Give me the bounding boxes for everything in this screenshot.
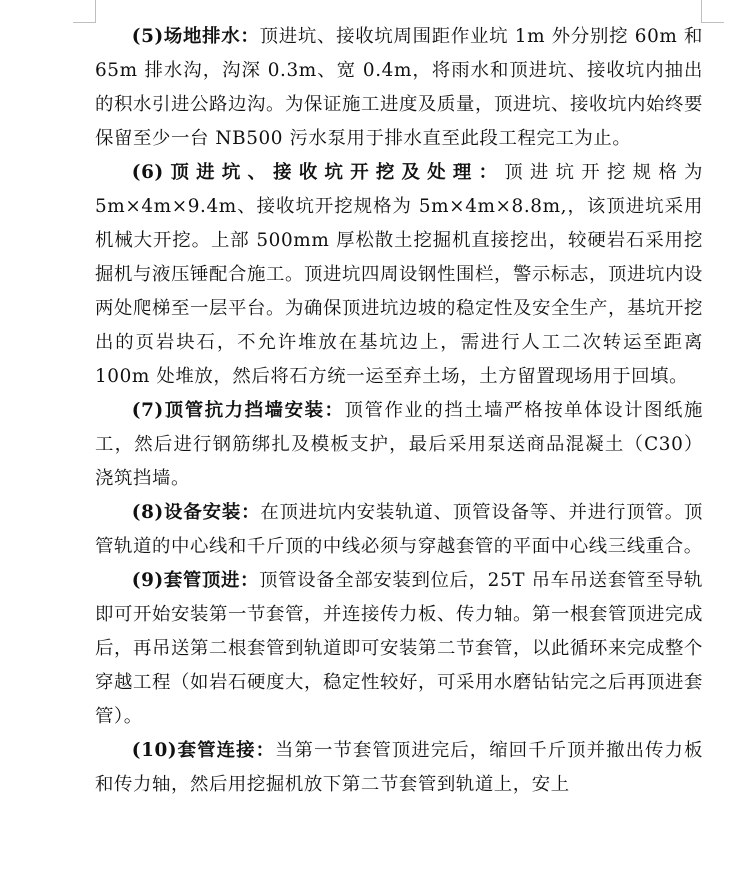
section-heading: (9)套管顶进： (131, 570, 260, 591)
section-body: 顶进坑、接收坑周围距作业坑 1m 外分别挖 60m 和 65m 排水沟，沟深 0.3m、宽 0.4m，将雨水和顶进坑、接收坑内抽出的积水引进公路边沟。为保证施工进度及质量，顶进坑、接收坑内始终要保留至少一台 NB500 污水泵用于排水直至此段工程完工为止。 (95, 26, 703, 149)
section-6 (95, 156, 703, 394)
section-heading: (10)套管连接： (131, 740, 276, 761)
section-heading: (7)顶管抗力挡墙安装： (131, 400, 345, 421)
section-heading: (5)场地排水： (131, 26, 260, 47)
section-8 (95, 496, 703, 564)
section-body: 当第一节套管顶进完后，缩回千斤顶并撤出传力板和传力轴，然后用挖掘机放下第二节套管到轨道上，安上 (95, 740, 703, 795)
section-10 (95, 734, 703, 802)
section-7 (95, 394, 703, 496)
section-body: 在顶进坑内安装轨道、顶管设备等、并进行顶管。顶管轨道的中心线和千斤顶的中线必须与穿越套管的平面中心线三线重合。 (95, 502, 704, 557)
section-body: 顶进坑开挖规格为 5m×4m×9.4m、接收坑开挖规格为 5m×4m×8.8m,，该顶进坑采用机械大开挖。上部 500mm 厚松散土挖掘机直接挖出，较硬岩石采用挖掘机与液压锤配合施工。顶进坑四周设钢性围栏，警示标志，顶进坑内设两处爬梯至一层平台。为确保顶进坑边坡的稳定性及安全生产，基坑开挖出的页岩块石，不允许堆放在基坑边上，需进行人工二次转运至距离 100m 处堆放，然后将石方统一运至弃土场，土方留置现场用于回填。 (95, 162, 703, 387)
section-body: 顶管作业的挡土墙严格按单体设计图纸施工，然后进行钢筋绑扎及模板支护，最后采用泵送商品混凝土（C30）浇筑挡墙。 (95, 400, 703, 489)
page-corner-mark-right (701, 0, 724, 23)
section-5 (95, 20, 703, 156)
section-9 (95, 564, 703, 734)
section-heading: (8)设备安装： (131, 502, 261, 523)
section-body: 顶管设备全部安装到位后，25T 吊车吊送套管至导轨即可开始安装第一节套管，并连接传力板、传力轴。第一根套管顶进完成后，再吊送第二根套管到轨道即可安装第二节套管，以此循环来完成整个穿越工程（如岩石硬度大，稳定性较好，可采用水磨钻钻完之后再顶进套管）。 (95, 570, 704, 727)
document-page (95, 20, 703, 802)
section-heading: (6)顶进坑、接收坑开挖及处理： (131, 162, 505, 183)
page-corner-mark-left (73, 0, 96, 23)
